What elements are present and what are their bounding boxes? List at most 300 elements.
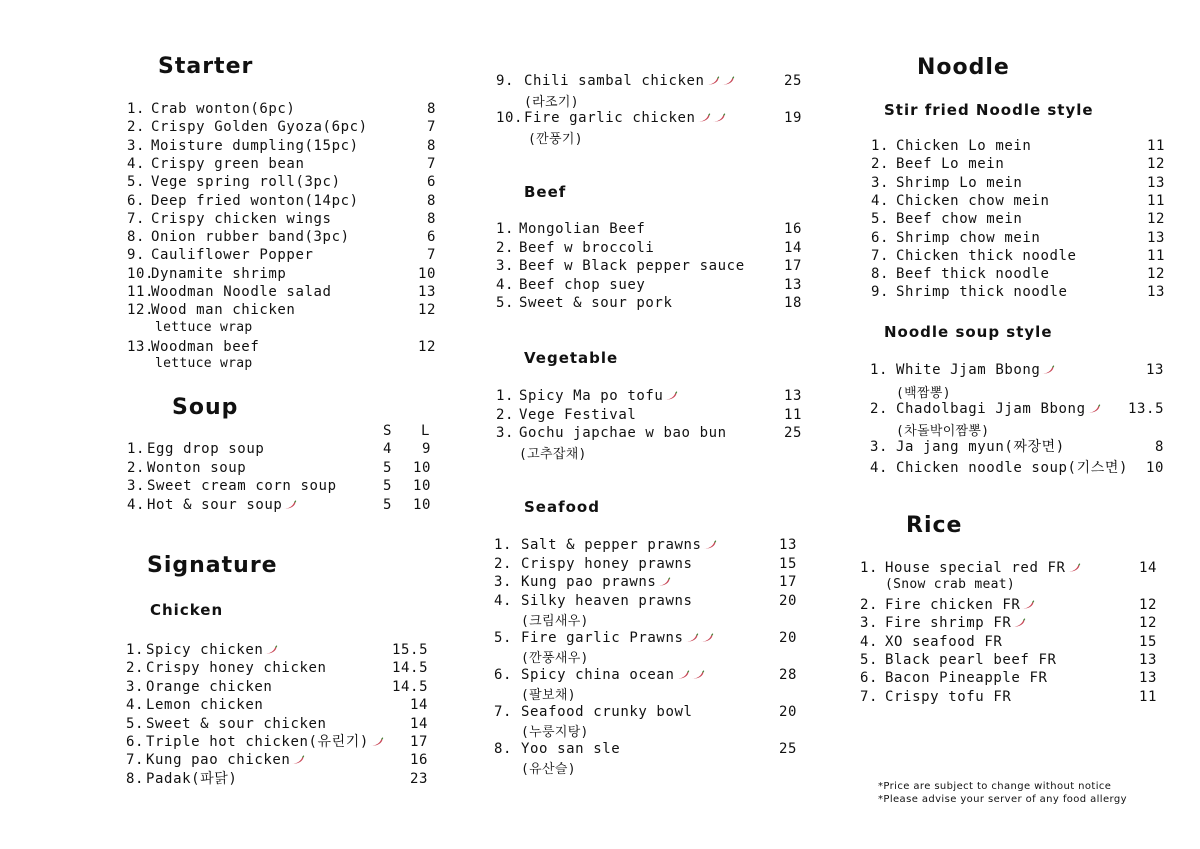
- chili-pepper-icon: [1021, 600, 1035, 610]
- menu-item-number: 4.: [871, 192, 890, 209]
- menu-item-price: 13: [418, 284, 437, 300]
- menu-item-price: 13: [1139, 652, 1158, 668]
- menu-item-price: 17: [410, 734, 429, 750]
- menu-item-subtitle: (깐풍기): [528, 131, 583, 147]
- menu-item-name: Sweet cream corn soup: [147, 478, 337, 494]
- menu-item-subtitle: (라조기): [524, 94, 579, 110]
- menu-item-number: 2.: [127, 459, 146, 476]
- noodle-soup-title: Noodle soup style: [884, 323, 1053, 341]
- chili-pepper-icon: [1012, 618, 1026, 628]
- menu-item: [127, 440, 432, 458]
- menu-item-number: 3.: [496, 425, 515, 441]
- menu-item-price: 15.5: [392, 642, 429, 658]
- menu-item: [870, 400, 1165, 418]
- chili-pepper-icon: [697, 113, 711, 123]
- menu-item: [860, 651, 1158, 669]
- menu-item-price: 17: [784, 258, 803, 274]
- chili-pepper-icon: [721, 76, 735, 86]
- menu-item-number: 6.: [860, 670, 879, 687]
- menu-item-subtitle: (깐풍새우): [521, 651, 589, 666]
- menu-item-name: Egg drop soup: [147, 441, 265, 457]
- menu-item-number: 9.: [871, 284, 890, 301]
- note-price: *Price are subject to change without notice: [878, 781, 1112, 792]
- menu-item-number: 7.: [871, 247, 890, 264]
- menu-item: [126, 751, 429, 769]
- menu-item-price: 14.5: [392, 678, 429, 695]
- menu-item: [860, 614, 1158, 632]
- menu-item-price: 12: [418, 338, 437, 355]
- menu-item-price: 11: [1139, 688, 1158, 705]
- menu-item-number: 7.: [494, 703, 513, 720]
- menu-item: [860, 669, 1158, 687]
- menu-item-name: Chicken chow mein: [896, 192, 1050, 209]
- menu-item-price: 13: [1139, 670, 1158, 687]
- chicken-title: Chicken: [150, 601, 224, 619]
- menu-item: [870, 361, 1165, 379]
- menu-item-price: 13: [1147, 284, 1166, 301]
- menu-item-name: Chicken noodle soup(기스면): [896, 459, 1128, 476]
- starter-title: Starter: [158, 54, 254, 79]
- menu-item-price: 14: [410, 715, 429, 732]
- menu-item-number: 3.: [496, 258, 515, 274]
- menu-item-price: 20: [779, 592, 798, 609]
- chili-pepper-icon: [1041, 365, 1055, 375]
- menu-item-name: Crispy chicken wings: [151, 210, 332, 227]
- menu-item: [127, 338, 437, 356]
- chili-pepper-icon: [1087, 404, 1101, 414]
- menu-item-price: 6: [427, 174, 437, 191]
- menu-item: [496, 424, 803, 442]
- menu-item-name: Chadolbagi Jjam Bbong: [896, 400, 1086, 417]
- menu-item-name: Chicken thick noodle: [896, 247, 1077, 264]
- menu-item-name: Ja jang myun(짜장면): [896, 439, 1065, 455]
- menu-item: [871, 137, 1166, 155]
- menu-item-price: 7: [427, 119, 437, 136]
- menu-item-name: Crab wonton(6pc): [151, 101, 296, 117]
- menu-item-name: Bacon Pineapple FR: [885, 670, 1048, 687]
- menu-item-number: 6.: [871, 229, 890, 246]
- menu-item: [494, 555, 798, 573]
- menu-item-name: Lemon chicken: [146, 697, 264, 714]
- menu-item: [126, 641, 429, 659]
- menu-item: [494, 629, 798, 647]
- menu-item-number: 4.: [860, 633, 879, 650]
- menu-item-name: XO seafood FR: [885, 633, 1003, 650]
- menu-item-name: Beef thick noodle: [896, 266, 1050, 283]
- menu-item-number: 5.: [127, 174, 146, 191]
- menu-item-number: 2.: [494, 555, 513, 572]
- menu-item: [126, 678, 429, 696]
- menu-item-price: 11: [1147, 247, 1166, 264]
- menu-item-number: 3.: [127, 137, 146, 154]
- menu-item-price: 12: [418, 302, 437, 319]
- menu-item: [126, 715, 429, 733]
- menu-item-number: 9.: [127, 247, 146, 264]
- menu-item-number: 3.: [870, 439, 889, 455]
- menu-item: [870, 438, 1165, 456]
- menu-item-name: Wonton soup: [147, 459, 247, 476]
- menu-item: [126, 659, 429, 677]
- menu-item: [496, 72, 803, 90]
- menu-item-name: Padak(파닭): [146, 770, 238, 787]
- chili-pepper-icon: [370, 737, 384, 747]
- menu-item: [496, 257, 803, 275]
- menu-item-name: Fire chicken FR: [885, 596, 1021, 613]
- menu-item-price: 13: [1147, 174, 1166, 191]
- stir-noodle-title: Stir fried Noodle style: [884, 101, 1094, 119]
- menu-item-price: 12: [1147, 266, 1166, 283]
- menu-item-price-small: 5: [383, 459, 393, 476]
- menu-item-number: 1.: [860, 560, 879, 576]
- menu-item-number: 1.: [127, 101, 146, 117]
- menu-item-name: Wood man chicken: [151, 302, 296, 319]
- menu-item: [871, 229, 1166, 247]
- menu-item: [496, 239, 803, 257]
- menu-item-name: Vege Festival: [519, 406, 637, 423]
- menu-item-price: 8: [1155, 439, 1165, 455]
- menu-item: [496, 387, 803, 405]
- menu-item-price: 15: [779, 555, 798, 572]
- menu-item-number: 7.: [127, 210, 146, 227]
- menu-item-number: 5.: [496, 295, 515, 311]
- menu-item-subtitle: (팔보채): [521, 688, 576, 703]
- menu-item: [871, 155, 1166, 173]
- chili-pepper-icon: [664, 391, 678, 401]
- menu-item-price: 7: [427, 155, 437, 172]
- menu-item-number: 9.: [496, 73, 515, 89]
- menu-item-price: 25: [784, 73, 803, 89]
- menu-item-number: 5.: [494, 629, 513, 646]
- menu-item-number: 10.: [127, 265, 155, 282]
- menu-item-price-large: 10: [413, 459, 432, 476]
- menu-item-number: 10.: [496, 110, 524, 126]
- menu-item: [127, 228, 437, 246]
- menu-item-name: Yoo san sle: [521, 740, 621, 757]
- menu-item-name: Spicy china ocean: [521, 666, 675, 683]
- menu-item-subtitle: (크림새우): [521, 614, 589, 629]
- rice-title: Rice: [906, 513, 963, 538]
- menu-item-name: Crispy Golden Gyoza(6pc): [151, 119, 368, 136]
- menu-item-price: 13: [784, 388, 803, 404]
- menu-item-name: Beef chow mein: [896, 211, 1023, 228]
- menu-item: [871, 247, 1166, 265]
- menu-item: [127, 118, 437, 136]
- menu-item-name: Fire garlic chicken: [524, 110, 696, 126]
- menu-item-number: 6.: [126, 734, 145, 750]
- menu-item-name: Fire shrimp FR: [885, 615, 1012, 632]
- chili-pepper-icon: [700, 633, 714, 643]
- vegetable-title: Vegetable: [524, 349, 619, 367]
- menu-item-number: 5.: [860, 652, 879, 668]
- menu-item: [127, 301, 437, 319]
- menu-item-price: 8: [427, 210, 437, 227]
- soup-size-large: L: [421, 423, 430, 439]
- chili-pepper-icon: [1067, 563, 1081, 573]
- menu-item-price: 16: [410, 752, 429, 769]
- menu-item-price: 14: [1139, 560, 1158, 576]
- menu-item: [127, 246, 437, 264]
- seafood-title: Seafood: [524, 498, 600, 516]
- menu-item-number: 7.: [126, 752, 145, 769]
- menu-item-name: Fire garlic Prawns: [521, 629, 684, 646]
- menu-item-number: 5.: [126, 715, 145, 732]
- menu-item-name: Shrimp thick noodle: [896, 284, 1068, 301]
- notes: [878, 780, 1127, 806]
- menu-item-price: 12: [1147, 211, 1166, 228]
- menu-item-name: Silky heaven prawns: [521, 592, 693, 609]
- menu-item-price: 12: [1139, 596, 1158, 613]
- menu-item-number: 1.: [871, 138, 890, 154]
- menu-item-name: Deep fried wonton(14pc): [151, 192, 359, 209]
- menu-item-price: 16: [784, 221, 803, 237]
- menu-item-name: Crispy tofu FR: [885, 688, 1012, 705]
- menu-item: [494, 666, 798, 684]
- menu-item-subtitle: (고추잡채): [519, 446, 587, 462]
- chili-pepper-icon: [685, 633, 699, 643]
- menu-item-name: Shrimp chow mein: [896, 229, 1041, 246]
- menu-item: [496, 406, 803, 424]
- beef-title: Beef: [524, 183, 567, 201]
- menu-item-price: 8: [427, 192, 437, 209]
- soup-size-small: S: [383, 423, 392, 439]
- menu-item: [127, 283, 437, 301]
- menu-item-number: 1.: [496, 388, 515, 404]
- menu-item: [126, 770, 429, 788]
- menu-item-number: 4.: [127, 155, 146, 172]
- menu-item-number: 7.: [860, 688, 879, 705]
- menu-item-number: 3.: [860, 615, 879, 632]
- menu-item: [126, 733, 429, 751]
- menu-item-number: 3.: [494, 574, 513, 590]
- menu-item-name: Orange chicken: [146, 678, 273, 695]
- menu-item: [496, 294, 803, 312]
- menu-item: [871, 174, 1166, 192]
- menu-item-name: Dynamite shrimp: [151, 265, 287, 282]
- menu-item-name: Black pearl beef FR: [885, 652, 1057, 668]
- menu-item-name: Chili sambal chicken: [524, 73, 705, 89]
- menu-item-price: 13: [779, 537, 798, 553]
- menu-item-number: 4.: [127, 496, 146, 513]
- menu-item: [127, 137, 437, 155]
- chili-pepper-icon: [283, 500, 297, 510]
- menu-item: [127, 173, 437, 191]
- menu-item: [871, 210, 1166, 228]
- menu-item-price: 14.5: [392, 660, 429, 677]
- menu-item-name: Hot & sour soup: [147, 496, 283, 513]
- menu-item-number: 3.: [126, 678, 145, 695]
- menu-item-name: Cauliflower Popper: [151, 247, 314, 264]
- menu-item-name: Spicy chicken: [146, 642, 264, 658]
- menu-item-number: 2.: [496, 239, 515, 256]
- menu-item-name: Kung pao chicken: [146, 752, 291, 769]
- menu-item-price: 15: [1139, 633, 1158, 650]
- menu-item-number: 2.: [870, 400, 889, 417]
- menu-item-price: 11: [784, 406, 803, 423]
- note-allergy: *Please advise your server of any food allergy: [878, 794, 1127, 805]
- menu-item-name: Beef chop suey: [519, 276, 646, 293]
- signature-title: Signature: [147, 553, 278, 578]
- menu-item: [127, 459, 432, 477]
- menu-item-price: 13.5: [1128, 400, 1165, 417]
- menu-item: [870, 459, 1165, 477]
- menu-item-subtitle: (백짬뽕): [896, 385, 951, 401]
- menu-item: [494, 592, 798, 610]
- menu-item-price: 25: [779, 740, 798, 757]
- menu-item-number: 2.: [127, 119, 146, 136]
- chili-pepper-icon: [657, 577, 671, 587]
- menu-item-price-small: 4: [383, 441, 393, 457]
- menu-item-number: 3.: [871, 174, 890, 191]
- menu-item-price: 23: [410, 770, 429, 787]
- menu-item-price: 12: [1139, 615, 1158, 632]
- menu-item-price: 17: [779, 574, 798, 590]
- menu-item-number: 1.: [496, 221, 515, 237]
- menu-item-subtitle: (Snow crab meat): [885, 577, 1016, 593]
- menu-item-price: 10: [418, 265, 437, 282]
- menu-item-name: Sweet & sour pork: [519, 295, 673, 311]
- menu-item-number: 8.: [126, 770, 145, 787]
- menu-item: [494, 536, 798, 554]
- menu-item-price: 10: [1146, 459, 1165, 476]
- menu-item-number: 2.: [860, 596, 879, 613]
- menu-item-number: 5.: [871, 211, 890, 228]
- menu-item-name: Moisture dumpling(15pc): [151, 137, 359, 154]
- menu-item-price: 8: [427, 101, 437, 117]
- menu-item-price-small: 5: [383, 478, 393, 494]
- menu-item-name: Seafood crunky bowl: [521, 703, 693, 720]
- menu-item-number: 4.: [496, 276, 515, 293]
- menu-item-price-large: 10: [413, 496, 432, 513]
- menu-item-number: 1.: [494, 537, 513, 553]
- menu-item-name: Triple hot chicken(유린기): [146, 734, 369, 750]
- menu-item: [127, 496, 432, 514]
- menu-item-name: House special red FR: [885, 560, 1066, 576]
- menu-item-price-large: 9: [422, 441, 432, 457]
- menu-item-number: 1.: [870, 362, 889, 378]
- menu-item-number: 8.: [871, 266, 890, 283]
- menu-item-name: Beef w broccoli: [519, 239, 655, 256]
- menu-item-name: Onion rubber band(3pc): [151, 229, 350, 246]
- menu-item-number: 3.: [127, 478, 146, 494]
- menu-item-price-small: 5: [383, 496, 393, 513]
- menu-item-price: 25: [784, 425, 803, 441]
- menu-item-price: 20: [779, 703, 798, 720]
- menu-item: [127, 210, 437, 228]
- menu-item-subtitle: (누룽지탕): [521, 725, 589, 740]
- menu-item-name: Mongolian Beef: [519, 221, 646, 237]
- menu-item: [871, 283, 1166, 301]
- menu-item-name: Chicken Lo mein: [896, 138, 1032, 154]
- chili-pepper-icon: [706, 76, 720, 86]
- chili-pepper-icon: [691, 670, 705, 680]
- menu-item-price: 12: [1147, 156, 1166, 173]
- menu-item-number: 1.: [126, 642, 145, 658]
- menu-item: [860, 559, 1158, 577]
- menu-item-name: Crispy honey chicken: [146, 660, 327, 677]
- menu-item-number: 11.: [127, 284, 155, 300]
- menu-item-number: 12.: [127, 302, 155, 319]
- menu-item: [494, 573, 798, 591]
- menu-item-price: 8: [427, 137, 437, 154]
- menu-item-price: 11: [1147, 138, 1166, 154]
- menu-item-number: 13.: [127, 338, 155, 355]
- menu-item-price: 7: [427, 247, 437, 264]
- menu-item-price: 11: [1147, 192, 1166, 209]
- menu-item-price: 6: [427, 229, 437, 246]
- menu-item-name: Beef w Black pepper sauce: [519, 258, 745, 274]
- menu-item: [871, 265, 1166, 283]
- menu-item-subtitle: lettuce wrap: [155, 319, 253, 335]
- noodle-title: Noodle: [917, 55, 1010, 80]
- menu-item-name: Woodman Noodle salad: [151, 284, 332, 300]
- menu-item: [496, 109, 803, 127]
- menu-item-price: 13: [1147, 229, 1166, 246]
- menu-item: [126, 696, 429, 714]
- menu-item-price: 14: [784, 239, 803, 256]
- menu-item-price: 13: [1146, 362, 1165, 378]
- chili-pepper-icon: [712, 113, 726, 123]
- menu-item: [496, 220, 803, 238]
- menu-item: [127, 265, 437, 283]
- menu-item-subtitle: lettuce wrap: [155, 356, 253, 372]
- menu-item-name: White Jjam Bbong: [896, 362, 1041, 378]
- menu-item-price: 14: [410, 697, 429, 714]
- menu-item: [860, 596, 1158, 614]
- menu-item: [494, 703, 798, 721]
- menu-item-subtitle: (유산슬): [521, 762, 576, 777]
- chili-pepper-icon: [703, 540, 717, 550]
- menu-item-price: 28: [779, 666, 798, 683]
- menu-item-number: 4.: [494, 592, 513, 609]
- menu-item-name: Gochu japchae w bao bun: [519, 425, 727, 441]
- menu-item: [494, 740, 798, 758]
- menu-item: [127, 155, 437, 173]
- menu-item-number: 8.: [494, 740, 513, 757]
- menu-item-name: Crispy green bean: [151, 155, 305, 172]
- menu-item: [871, 192, 1166, 210]
- menu-item-number: 4.: [126, 697, 145, 714]
- menu-item-price: 20: [779, 629, 798, 646]
- menu-item-number: 8.: [127, 229, 146, 246]
- menu-item-price: 18: [784, 295, 803, 311]
- menu-item-name: Vege spring roll(3pc): [151, 174, 341, 191]
- menu-item-price: 13: [784, 276, 803, 293]
- menu-item-number: 2.: [126, 660, 145, 677]
- chili-pepper-icon: [676, 670, 690, 680]
- menu-item: [860, 688, 1158, 706]
- menu-item: [496, 276, 803, 294]
- menu-item-number: 4.: [870, 459, 889, 476]
- menu-item-number: 6.: [127, 192, 146, 209]
- chili-pepper-icon: [264, 645, 278, 655]
- menu-item-name: Salt & pepper prawns: [521, 537, 702, 553]
- menu-item: [860, 633, 1158, 651]
- chili-pepper-icon: [291, 755, 305, 765]
- menu-item-name: Shrimp Lo mein: [896, 174, 1023, 191]
- menu-item: [127, 192, 437, 210]
- menu-item-number: 1.: [127, 441, 146, 457]
- menu-item: [127, 477, 432, 495]
- menu-item-number: 2.: [871, 156, 890, 173]
- menu-item-number: 6.: [494, 666, 513, 683]
- menu-item-subtitle: (차돌박이짬뽕): [896, 424, 990, 439]
- soup-title: Soup: [172, 395, 239, 420]
- menu-item-price-large: 10: [413, 478, 432, 494]
- menu-item-name: Sweet & sour chicken: [146, 715, 327, 732]
- menu-item-name: Kung pao prawns: [521, 574, 657, 590]
- menu-item-name: Beef Lo mein: [896, 156, 1005, 173]
- menu-item-number: 2.: [496, 406, 515, 423]
